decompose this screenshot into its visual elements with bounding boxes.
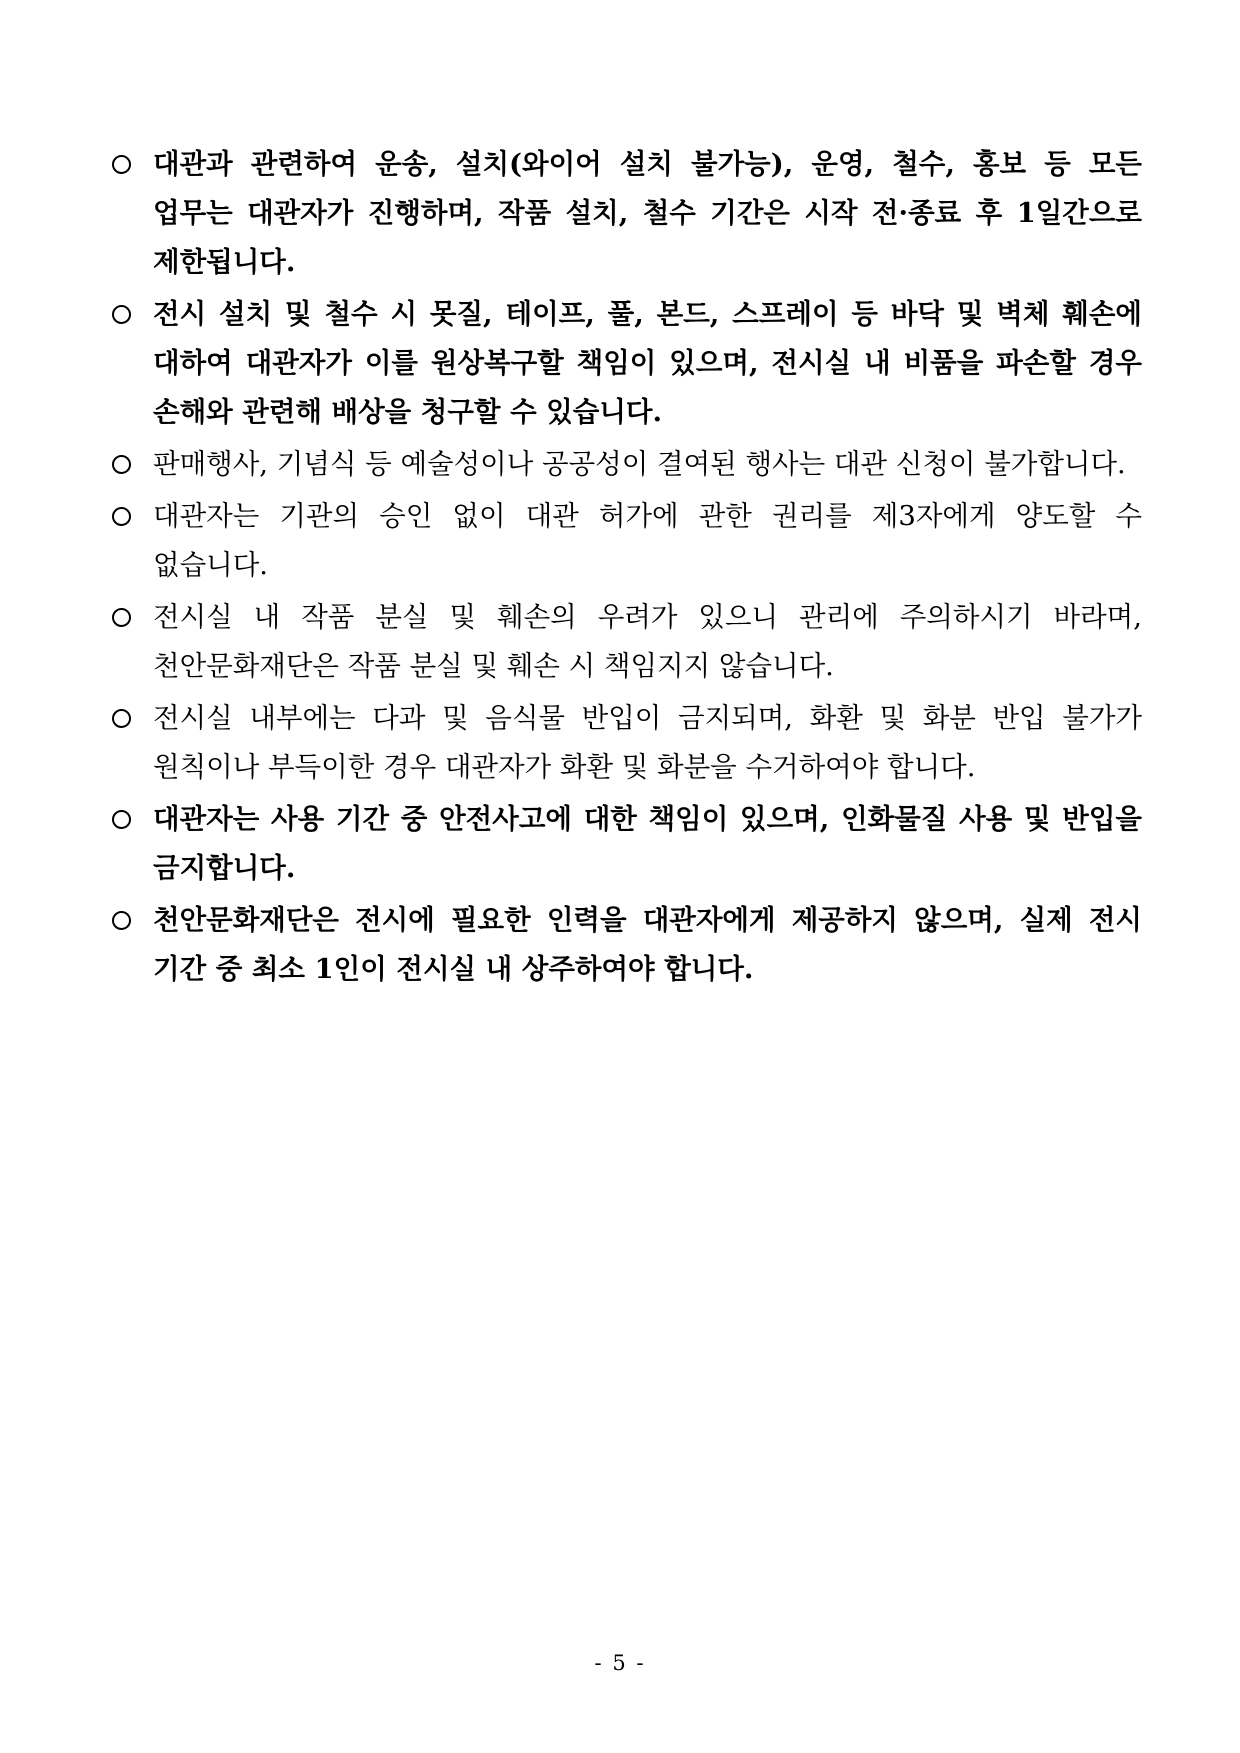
notice-list bbox=[112, 140, 1142, 997]
circle-bullet-icon bbox=[112, 709, 131, 728]
list-item-text: 전시 설치 및 철수 시 못질, 테이프, 풀, 본드, 스프레이 등 바닥 및 벽체 훼손에 대하여 대관자가 이를 원상복구할 책임이 있으며, 전시실 내 비품을 파손할 경우 손해와 관련해 배상을 청구할 수 있습니다. bbox=[153, 298, 1142, 428]
list-item bbox=[112, 440, 1142, 489]
circle-bullet-icon bbox=[112, 155, 131, 174]
circle-bullet-icon bbox=[112, 455, 131, 474]
list-item bbox=[112, 896, 1142, 994]
list-item-text: 전시실 내부에는 다과 및 음식물 반입이 금지되며, 화환 및 화분 반입 불가가 원칙이나 부득이한 경우 대관자가 화환 및 화분을 수거하여야 합니다. bbox=[153, 702, 1142, 783]
list-item bbox=[112, 694, 1142, 792]
list-item bbox=[112, 140, 1142, 287]
list-item-text: 판매행사, 기념식 등 예술성이나 공공성이 결여된 행사는 대관 신청이 불가합니다. bbox=[153, 448, 1126, 480]
list-item-text: 대관과 관련하여 운송, 설치(와이어 설치 불가능), 운영, 철수, 홍보 등 모든 업무는 대관자가 진행하며, 작품 설치, 철수 기간은 시작 전·종료 후 1일간으로 제한됩니다. bbox=[153, 148, 1142, 278]
list-item bbox=[112, 593, 1142, 691]
circle-bullet-icon bbox=[112, 507, 131, 526]
list-item-text: 전시실 내 작품 분실 및 훼손의 우려가 있으니 관리에 주의하시기 바라며, 천안문화재단은 작품 분실 및 훼손 시 책임지지 않습니다. bbox=[153, 601, 1142, 682]
list-item-text: 대관자는 사용 기간 중 안전사고에 대한 책임이 있으며, 인화물질 사용 및 반입을 금지합니다. bbox=[153, 803, 1142, 884]
list-item-text: 천안문화재단은 전시에 필요한 인력을 대관자에게 제공하지 않으며, 실제 전시 기간 중 최소 1인이 전시실 내 상주하여야 합니다. bbox=[153, 904, 1142, 985]
page-number: - 5 - bbox=[594, 1651, 646, 1675]
list-item bbox=[112, 795, 1142, 893]
list-item bbox=[112, 492, 1142, 590]
list-item bbox=[112, 290, 1142, 437]
circle-bullet-icon bbox=[112, 810, 131, 829]
list-item-text: 대관자는 기관의 승인 없이 대관 허가에 관한 권리를 제3자에게 양도할 수 없습니다. bbox=[153, 500, 1142, 581]
circle-bullet-icon bbox=[112, 305, 131, 324]
circle-bullet-icon bbox=[112, 608, 131, 627]
circle-bullet-icon bbox=[112, 911, 131, 930]
